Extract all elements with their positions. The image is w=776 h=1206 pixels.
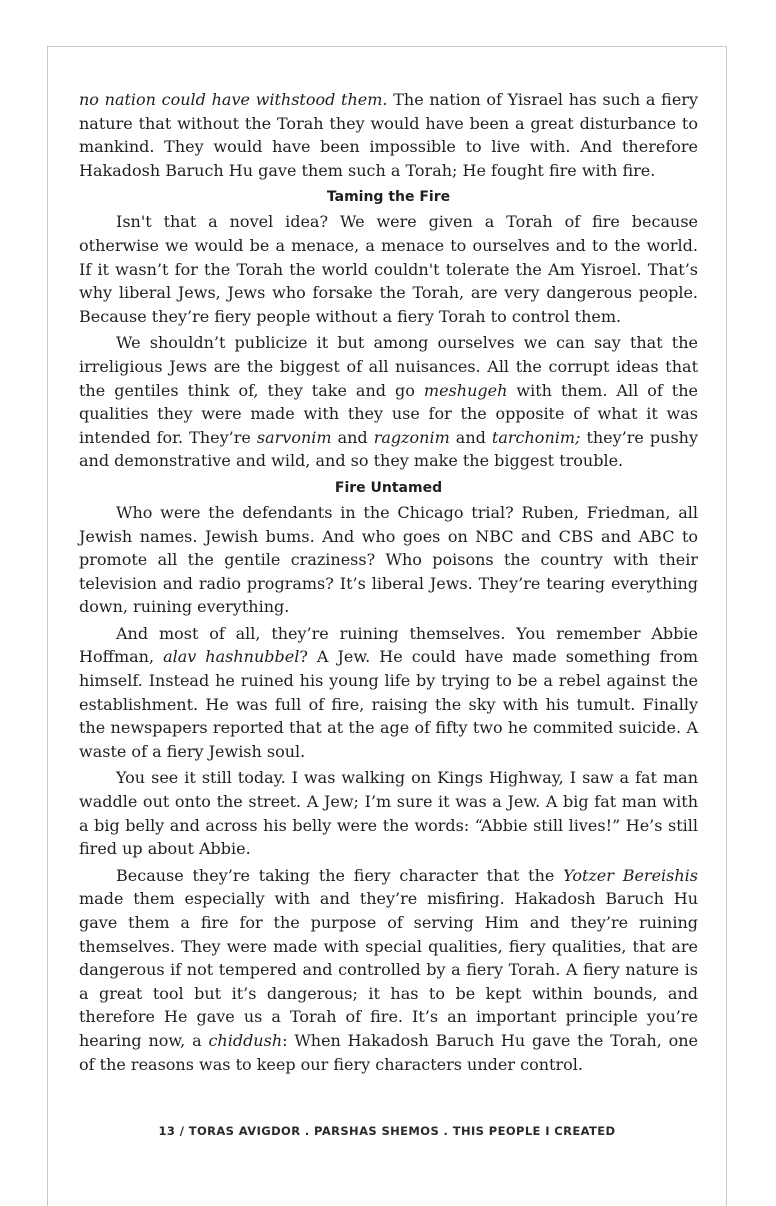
paragraph-3-italic-c: ragzonim <box>373 427 450 447</box>
paragraph-7-italic-b: chiddush <box>208 1030 283 1050</box>
paragraph-1 <box>79 88 698 182</box>
paragraph-2-text: Isn't that a novel idea? We were given a Torah of fire because otherwise we would be a menace, a menace to ourselves and to the world. If it wasn’t for the Torah the world couldn't tolerate the Am Yisroel. That’s why liberal Jews, Jews who forsake the Torah, are very dangerous people. Because they’re fiery people without a fiery Torah to control them. <box>79 212 698 326</box>
paragraph-1-italic: no nation could have withstood them. <box>79 90 388 109</box>
paragraph-7-italic-a: Yotzer Bereishis <box>563 865 699 885</box>
page-body <box>79 88 698 1079</box>
paragraph-3-italic-b: sarvonim <box>256 427 332 447</box>
paragraph-3-italic-a: meshugeh <box>423 380 508 400</box>
paragraph-7-text-b: made them especially with and they’re misfiring. Hakadosh Baruch Hu gave them a fire for the purpose of serving Him and they’re ruining themselves. They were made with special qualities, fiery qualities, that are dangerous if not tempered and controlled by a fiery Torah. A fiery nature is a great tool but it’s dangerous; it has to be kept within bounds, and therefore He gave us a Torah of fire. It’s an important principle you’re hearing now, a <box>79 889 698 1050</box>
paragraph-6 <box>79 766 698 860</box>
paragraph-5-italic: alav hashnubbel <box>163 647 300 667</box>
paragraph-4-text: Who were the defendants in the Chicago trial? Ruben, Friedman, all Jewish names. Jewish bums. And who goes on NBC and CBS and ABC to promote all the gentile craziness? Who poisons the country with their television and radio programs? It’s liberal Jews. They’re tearing everything down, ruining everything. <box>79 502 698 617</box>
paragraph-7-text-a: Because they’re taking the fiery character that the <box>116 865 564 885</box>
paragraph-3-italic-d: tarchonim; <box>491 427 581 447</box>
paragraph-4 <box>79 501 698 619</box>
paragraph-2 <box>79 210 698 328</box>
paragraph-5-text-a: And most of all, they’re ruining themselves. You remember Abbie Hoffman, <box>79 623 698 667</box>
paragraph-6-text: You see it still today. I was walking on Kings Highway, I saw a fat man waddle out onto the street. A Jew; I’m sure it was a Jew. A big fat man with a big belly and across his belly were the words: “Abbie still lives!” He’s still fired up about Abbie. <box>79 768 698 859</box>
paragraph-5 <box>79 622 698 764</box>
section-heading-taming-the-fire: Taming the Fire <box>326 189 451 206</box>
paragraph-1-text: The nation of Yisrael has such a fiery nature that without the Torah they would have been a great disturbance to mankind. They would have been impossible to live with. And therefore Hakadosh Baruch Hu gave them such a Torah; He fought fire with fire. <box>79 90 698 180</box>
paragraph-5-text-b: ? A Jew. He could have made something from himself. Instead he ruined his young life by trying to be a rebel against the establishment. He was full of fire, raising the sky with his tumult. Finally the newspapers reported that at the age of fifty two he commited suicide. A waste of a fiery Jewish soul. <box>79 647 699 761</box>
paragraph-3 <box>79 331 698 473</box>
paragraph-3-text-c: and <box>331 427 374 447</box>
section-heading-fire-untamed: Fire Untamed <box>334 479 443 496</box>
paragraph-3-text-b: with them. All of the qualities they were made with they use for the opposite of what it was intended for. They’re <box>79 380 698 447</box>
paragraph-3-text-d: and <box>449 427 492 447</box>
paragraph-3-text-a: We shouldn’t publicize it but among ourselves we can say that the irreligious Jews are the biggest of all nuisances. All the corrupt ideas that the gentiles think of, they take and go <box>79 333 698 400</box>
paragraph-7-text-c: : When Hakadosh Baruch Hu gave the Torah, one of the reasons was to keep our fiery characters under control. <box>79 1030 698 1074</box>
page-footer: 13 / TORAS AVIGDOR . PARSHAS SHEMOS . THIS PEOPLE I CREATED <box>158 1124 616 1138</box>
paragraph-3-text-e: they’re pushy and demonstrative and wild, and so they make the biggest trouble. <box>79 427 699 471</box>
paragraph-7 <box>79 864 698 1076</box>
